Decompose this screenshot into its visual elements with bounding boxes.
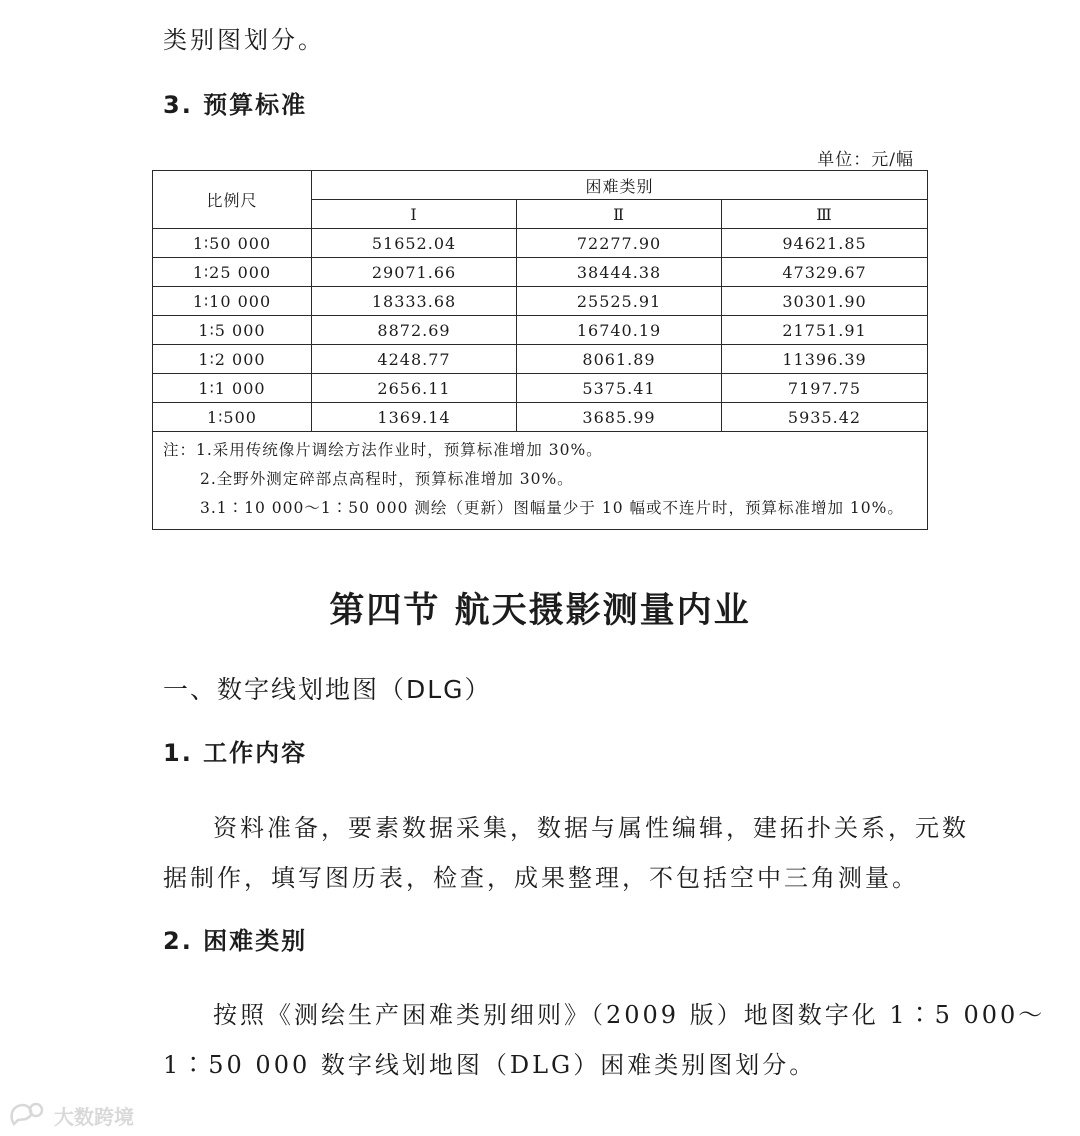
difficulty-para-line: 按照《测绘生产困难类别细则》（2009 版）地图数字化 1∶5 000～ (213, 1001, 1046, 1029)
subsection-title: 一、数字线划地图（DLG） (163, 675, 492, 704)
value-cell: 38444.38 (517, 258, 722, 287)
unit-note: 单位：元/幅 (817, 150, 914, 170)
value-cell: 72277.90 (517, 229, 722, 258)
scale-header: 比例尺 (153, 171, 312, 229)
class-header: Ⅲ (722, 200, 928, 229)
note-line: 3.1∶10 000～1∶50 000 测绘（更新）图幅量少于 10 幅或不连片时，预算标准增加 10%。 (200, 499, 904, 517)
table-row (153, 258, 928, 287)
notes-row (153, 432, 928, 530)
value-cell: 3685.99 (517, 403, 722, 432)
value-cell: 2656.11 (312, 374, 517, 403)
value-cell: 8872.69 (312, 316, 517, 345)
value-cell: 11396.39 (722, 345, 928, 374)
note-line: 2.全野外测定碎部点高程时，预算标准增加 30%。 (200, 470, 574, 488)
watermark-text: 大数跨境 (54, 1105, 134, 1129)
budget-standard-heading: 3. 预算标准 (163, 91, 308, 119)
value-cell: 51652.04 (312, 229, 517, 258)
value-cell: 18333.68 (312, 287, 517, 316)
difficulty-para-line: 1∶50 000 数字线划地图（DLG）困难类别图划分。 (163, 1051, 817, 1079)
work-content-heading: 1. 工作内容 (163, 739, 308, 767)
scale-cell: 1∶500 (153, 403, 312, 432)
value-cell: 21751.91 (722, 316, 928, 345)
table-row (153, 403, 928, 432)
scale-cell: 1∶25 000 (153, 258, 312, 287)
work-content-para-line: 据制作，填写图历表，检查，成果整理，不包括空中三角测量。 (163, 864, 919, 892)
table-row (153, 345, 928, 374)
chat-bubble-icon (8, 1100, 48, 1131)
difficulty-header: 困难类别 (312, 171, 928, 200)
section-title: 第四节 航天摄影测量内业 (329, 591, 751, 631)
value-cell: 8061.89 (517, 345, 722, 374)
scale-cell: 1∶1 000 (153, 374, 312, 403)
class-header: Ⅰ (312, 200, 517, 229)
value-cell: 4248.77 (312, 345, 517, 374)
budget-table (152, 170, 928, 530)
table-row (153, 316, 928, 345)
difficulty-heading: 2. 困难类别 (163, 927, 308, 955)
note-line: 注：1.采用传统像片调绘方法作业时，预算标准增加 30%。 (163, 441, 603, 459)
value-cell: 25525.91 (517, 287, 722, 316)
value-cell: 5375.41 (517, 374, 722, 403)
value-cell: 94621.85 (722, 229, 928, 258)
table-row (153, 229, 928, 258)
table-row (153, 374, 928, 403)
table-notes (153, 432, 928, 530)
scale-cell: 1∶2 000 (153, 345, 312, 374)
value-cell: 29071.66 (312, 258, 517, 287)
scale-cell: 1∶5 000 (153, 316, 312, 345)
top-continuation-text: 类别图划分。 (163, 26, 325, 54)
watermark (8, 1100, 134, 1131)
value-cell: 16740.19 (517, 316, 722, 345)
scale-cell: 1∶10 000 (153, 287, 312, 316)
value-cell: 30301.90 (722, 287, 928, 316)
value-cell: 5935.42 (722, 403, 928, 432)
value-cell: 47329.67 (722, 258, 928, 287)
value-cell: 7197.75 (722, 374, 928, 403)
class-header: Ⅱ (517, 200, 722, 229)
table-row (153, 287, 928, 316)
work-content-para-line: 资料准备，要素数据采集，数据与属性编辑，建拓扑关系，元数 (213, 814, 969, 842)
scale-cell: 1∶50 000 (153, 229, 312, 258)
value-cell: 1369.14 (312, 403, 517, 432)
